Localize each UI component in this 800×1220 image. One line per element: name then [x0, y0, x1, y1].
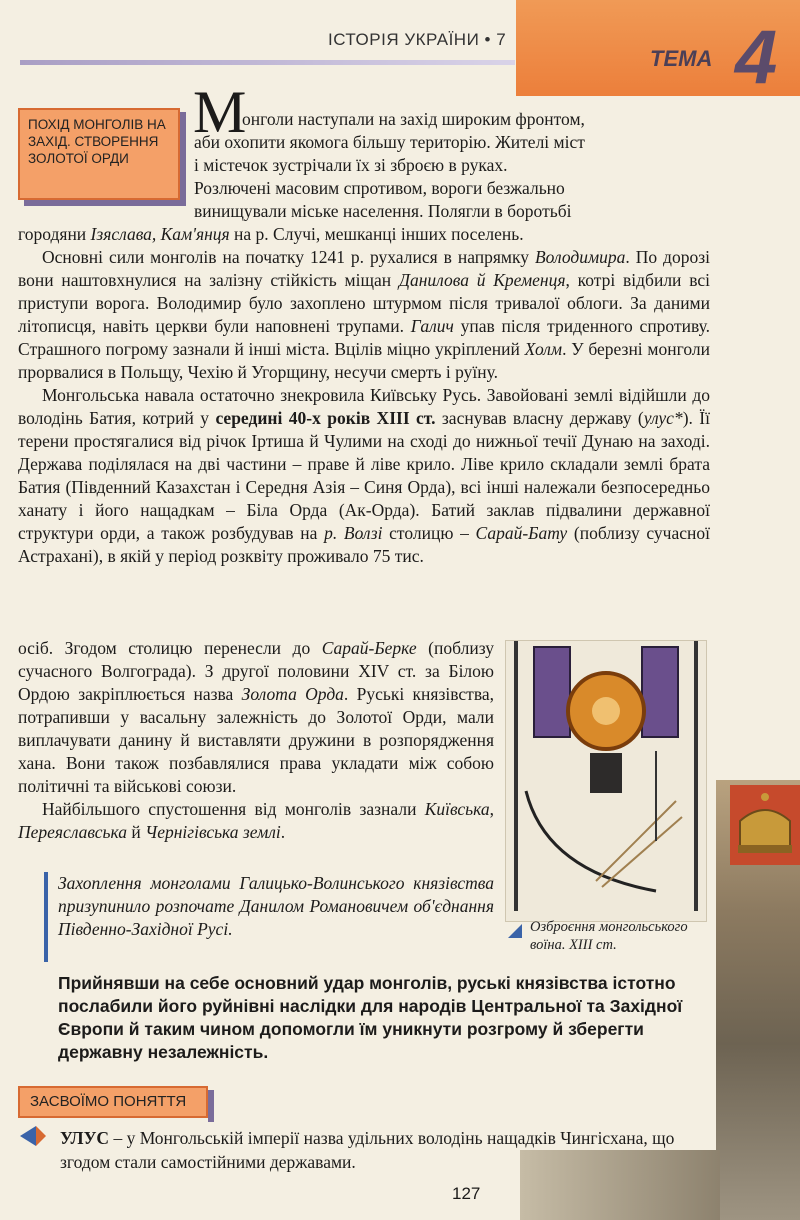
tema-number: 4	[735, 15, 778, 100]
header-rule	[20, 60, 515, 65]
weapons-image	[505, 640, 707, 922]
narrow-text	[18, 637, 494, 844]
paragraph-3: Монгольська навала остаточно знекровила Київську Русь. Завойовані землі відійшли до володінь Батия, котрий у середині 40-х років XIII ст. заснував власну державу (улус*). Її терени простягалися від річок Іртиша й Чулими на сході до нижньої течії Дунаю на заході. Держава поділялася на дві частини – праве й ліве крило. Ліве крило складали землі брата Батия (Південний Казахстан і Середня Азія – Синя Орда), всі інші належали безпосередньо ханату і його нащадкам – Біла Орда (Ак-Орда). Батий заклав підвалини державної структури орди, а також розбудував на р. Волзі столицю – Сарай-Бату (поблизу сучасної Астрахані), в якій у період розквіту проживало 75 тис.	[18, 385, 710, 566]
p1-line-4: Розлючені масовим спротивом, вороги безжально	[194, 178, 565, 198]
drop-cap: М	[193, 79, 247, 145]
p1-line-1: онголи наступали на захід широким фронтом,	[242, 109, 585, 129]
p1-line-5: винищували міське населення. Полягли в боротьбі	[194, 201, 572, 221]
paragraph-4: осіб. Згодом столицю перенесли до Сарай-Берке (поблизу сучасного Волгограда). З другої половини XIV ст. за Білою Ордою закріплюється назва Золота Орда. Руські князівства, потрапивши у васальну залежність до Золотої Орди, мали виплачувати данину й виставляти дружини в розпорядження хана. Вони також позбавлялися права укладати між собою політичні та військові союзи.	[18, 638, 494, 796]
section-box-shadow	[180, 112, 186, 206]
section-title-box: ПОХІД МОНГОЛІВ НА ЗАХІД. СТВОРЕННЯ ЗОЛОТОЇ ОРДИ	[18, 108, 180, 200]
tema-label: ТЕМА	[650, 46, 713, 71]
concept-marker-icon	[18, 1124, 48, 1148]
page-number: 127	[452, 1184, 481, 1203]
definition-text: – у Монгольській імперії назва удільних володінь нащадків Чингісхана, що згодом стали самостійними державами.	[60, 1128, 675, 1172]
concepts-box-shadow	[208, 1090, 214, 1122]
quote-bar	[44, 872, 48, 962]
definition	[60, 1126, 710, 1174]
paragraph-1-wrap	[194, 108, 709, 223]
p1-tail: городяни Ізяслава, Кам'янця на р. Случі, мешканці інших поселень.	[18, 224, 524, 244]
quote-text: Захоплення монголами Галицько-Волинського князівства призупинило розпочате Данилом Романовичем об'єднання Південно-Західної Русі.	[58, 873, 494, 939]
p1-line-3: і містечок зустрічали їх зі зброєю в руках.	[194, 155, 508, 175]
conclusion-paragraph: Прийнявши на себе основний удар монголів, руські князівства істотно послабили його руйнівні наслідки для народів Центральної та Західної Європи й таким чином допомогли їм уникнути розгрому й зберегти державну незалежність.	[58, 973, 683, 1062]
crown-icon	[730, 785, 800, 865]
p1-line-2: аби охопити якомога більшу територію. Жителі міст	[194, 132, 585, 152]
weapons-illustration	[506, 641, 706, 921]
section-box-shadow-bottom	[24, 200, 186, 206]
paragraph-2: Основні сили монголів на початку 1241 р. рухалися в напрямку Володимира. По дорозі вони наштовхнулися на залізну стійкість міщан Данилова й Кременця, котрі відбили всі приступи ворога. Володимир було захоплено штурмом після тривалої облоги. За даними літописця, навіть церкви були наповнені трупами. Галич упав після триденного спротиву. Страшного погрому зазнали й інші міста. Вцілів міцно укріплений Холм. У березні монголи прорвалися в Польщу, Чехію й Угорщину, несучи смерть і руїну.	[18, 247, 710, 382]
running-header: ІСТОРІЯ УКРАЇНИ • 7	[328, 30, 507, 49]
image-caption: Озброєння монгольського воїна. XIII ст.	[530, 919, 688, 953]
paragraph-5: Найбільшого спустошення від монголів зазнали Київська, Переяславська й Чернігівська землі.	[18, 799, 494, 842]
main-text	[18, 223, 710, 568]
definition-term: УЛУС	[60, 1128, 110, 1148]
crown-illustration	[730, 785, 800, 865]
concepts-title-box: ЗАСВОЇМО ПОНЯТТЯ	[18, 1086, 208, 1118]
